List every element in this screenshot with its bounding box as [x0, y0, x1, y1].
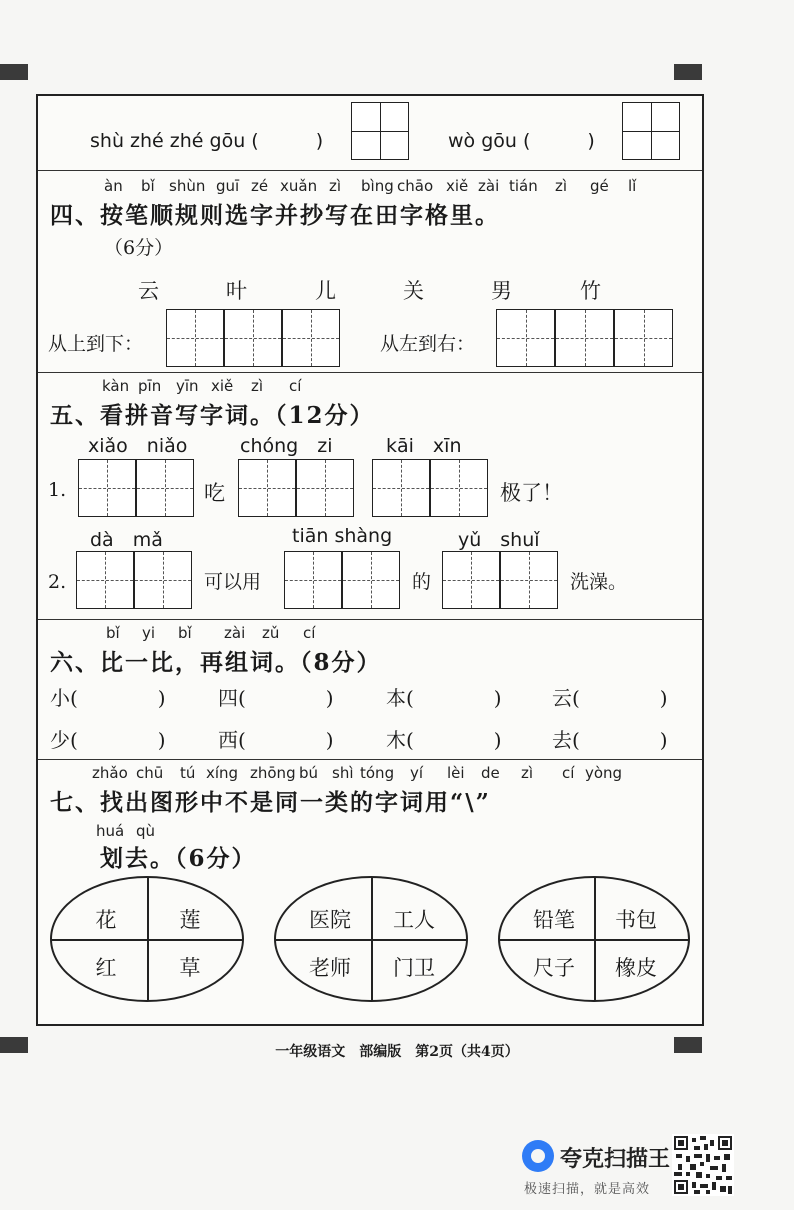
registration-mark [674, 64, 702, 80]
scanner-slogan: 极速扫描，就是高效 [524, 1182, 651, 1197]
row-number: 1. [48, 479, 67, 501]
text-de: 的 [412, 571, 432, 593]
choice-char: 关 [403, 279, 424, 303]
section-7: zhǎo chū tú xíng zhōng bú shì tóng yí lèi de zì cí yòng 七、找出图形中不是同一类的字词用“\” huá qù 划去。（6分） 花 莲 红 草 医院 工人 老师 门卫 铅笔 书包 尺子 橡皮 [38, 760, 702, 1024]
tianzige-box[interactable] [296, 459, 354, 517]
section-4: àn bǐ shùn guī zé xuǎn zì bìng chāo xiě zài tián zì gé lǐ 四、按笔顺规则选字并抄写在田字格里。 （6分） 云 叶 儿 关 男 竹 从上到下： 从左到右： [38, 171, 702, 373]
category-ellipse [498, 876, 690, 1002]
qr-code-icon [672, 1134, 734, 1196]
tianzige-box[interactable] [351, 102, 409, 160]
row-number: 2. [48, 571, 67, 593]
section-6: bǐ yi bǐ zài zǔ cí 六、比一比，再组词。（8分） 小( ) 四( ) 本( ) 云( ) 少( ) 西( ) 木( ) 去( ) [38, 620, 702, 760]
tianzige-box[interactable] [442, 551, 500, 609]
tianzige-box[interactable] [166, 309, 224, 367]
tianzige-box[interactable] [614, 309, 673, 367]
choice-char: 叶 [226, 279, 247, 303]
word-cell[interactable]: 门卫 [393, 956, 435, 980]
word-cell[interactable]: 老师 [309, 956, 351, 980]
tianzige-box[interactable] [238, 459, 296, 517]
pinyin-kaixin: kāi xīn [386, 435, 462, 457]
text-xizao: 洗澡。 [570, 571, 628, 593]
word-cell[interactable]: 红 [95, 956, 117, 980]
tianzige-box[interactable] [555, 309, 614, 367]
section-6-title: 六、比一比，再组词。（8分） [50, 649, 382, 676]
tianzige-box[interactable] [76, 551, 134, 609]
word-cell[interactable]: 草 [179, 956, 201, 980]
section-4-title: 四、按笔顺规则选字并抄写在田字格里。 [50, 202, 500, 229]
tianzige-box[interactable] [372, 459, 430, 517]
word-blank[interactable]: 去( ) [552, 728, 668, 752]
choice-char: 竹 [580, 279, 601, 303]
word-cell[interactable]: 花 [95, 908, 117, 932]
word-cell[interactable]: 铅笔 [533, 908, 575, 932]
section-5: kàn pīn yīn xiě zì cí 五、看拼音写字词。（12分） xiǎo niǎo chóng zi kāi xīn 1. 吃 极了！ dà mǎ tiān shàng yǔ shuǐ 2. 可以用 的 洗澡。 [38, 373, 702, 620]
worksheet-frame [36, 94, 704, 1026]
pinyin-chongzi: chóng zi [240, 435, 333, 457]
score: （6分） [104, 237, 174, 259]
word-cell[interactable]: 工人 [393, 908, 435, 932]
tianzige-box[interactable] [78, 459, 136, 517]
tianzige-box[interactable] [342, 551, 400, 609]
section-3-tail [38, 96, 702, 171]
word-cell[interactable]: 莲 [179, 908, 201, 932]
word-cell[interactable]: 书包 [615, 908, 657, 932]
word-cell[interactable]: 橡皮 [615, 956, 657, 980]
category-ellipse [50, 876, 244, 1002]
text-jile: 极了！ [500, 481, 563, 505]
text-chi: 吃 [204, 481, 225, 505]
scanner-brand: 夸克扫描王 [560, 1147, 671, 1172]
text-keyiyong: 可以用 [204, 571, 262, 593]
word-blank[interactable]: 少( ) [50, 728, 166, 752]
word-cell[interactable]: 尺子 [533, 956, 575, 980]
scanner-logo-icon [522, 1140, 554, 1172]
registration-mark [0, 64, 28, 80]
word-blank[interactable]: 小( ) [50, 686, 166, 710]
pinyin-yushui: yǔ shuǐ [458, 529, 540, 551]
word-blank[interactable]: 西( ) [218, 728, 334, 752]
tianzige-box[interactable] [284, 551, 342, 609]
section-7-title: 七、找出图形中不是同一类的字词用“\” [50, 789, 491, 816]
pinyin-dama: dà mǎ [90, 529, 163, 551]
word-blank[interactable]: 本( ) [386, 686, 502, 710]
tianzige-box[interactable] [500, 551, 558, 609]
stroke-name-1: shù zhé zhé gōu ( ) [90, 130, 324, 152]
tianzige-box[interactable] [282, 309, 340, 367]
tianzige-box[interactable] [622, 102, 680, 160]
word-blank[interactable]: 木( ) [386, 728, 502, 752]
tianzige-box[interactable] [136, 459, 194, 517]
pinyin-xiaoniao: xiǎo niǎo [88, 435, 188, 457]
stroke-name-2: wò gōu ( ) [448, 130, 595, 152]
label-top-bottom: 从上到下： [48, 333, 144, 355]
tianzige-box[interactable] [430, 459, 488, 517]
choice-char: 男 [491, 279, 512, 303]
word-blank[interactable]: 四( ) [218, 686, 334, 710]
choice-char: 云 [138, 279, 159, 303]
section-7-title-2: 划去。（6分） [100, 845, 257, 872]
label-left-right: 从左到右： [380, 333, 476, 355]
category-ellipse [274, 876, 468, 1002]
word-blank[interactable]: 云( ) [552, 686, 668, 710]
choice-char: 儿 [315, 279, 336, 303]
section-5-title: 五、看拼音写字词。（12分） [50, 402, 375, 429]
page-footer: 一年级语文 部编版 第2页（共4页） [275, 1044, 519, 1060]
tianzige-box[interactable] [496, 309, 555, 367]
tianzige-box[interactable] [224, 309, 282, 367]
tianzige-box[interactable] [134, 551, 192, 609]
pinyin-tianshang: tiān shàng [292, 525, 393, 547]
word-cell[interactable]: 医院 [309, 908, 351, 932]
